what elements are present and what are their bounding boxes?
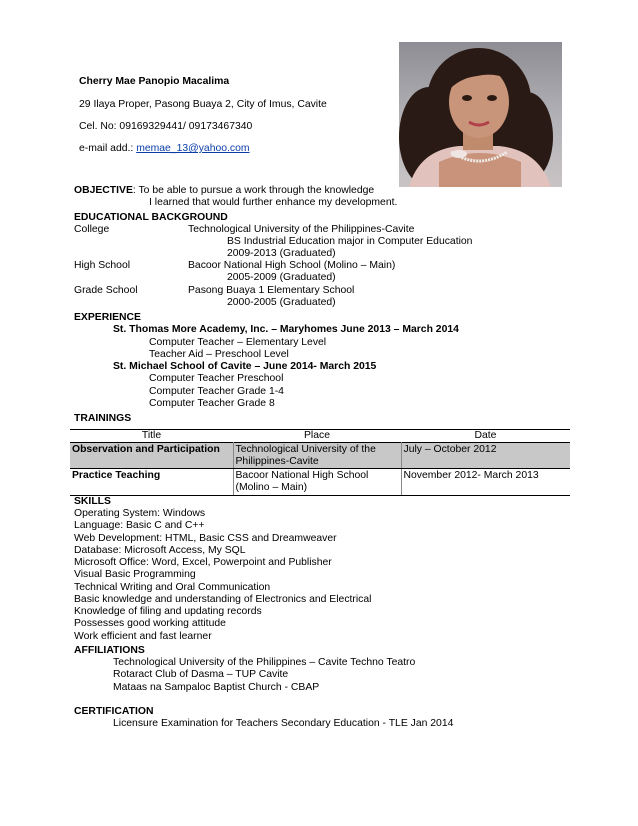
highschool-school: Bacoor National High School (Molino – Main) bbox=[188, 260, 396, 271]
email-link[interactable]: memae_13@yahoo.com bbox=[136, 143, 250, 154]
objective-text-2: I learned that would further enhance my development. bbox=[149, 197, 398, 208]
skill-item: Operating System: Windows bbox=[74, 508, 206, 519]
objective-label: OBJECTIVE bbox=[74, 185, 133, 196]
column-date: Date bbox=[401, 430, 570, 443]
skill-item: Microsoft Office: Word, Excel, Powerpoint and Publisher bbox=[74, 557, 332, 568]
gradeschool-school: Pasong Buaya 1 Elementary School bbox=[188, 285, 355, 296]
training-place bbox=[233, 443, 401, 469]
highschool-label: High School bbox=[74, 260, 131, 271]
place-line-1: Bacoor National High School bbox=[235, 470, 369, 481]
highschool-years: 2005-2009 (Graduated) bbox=[227, 272, 336, 283]
skill-item: Web Development: HTML, Basic CSS and Dreamweaver bbox=[74, 533, 337, 544]
job2-role-2: Computer Teacher Grade 1-4 bbox=[149, 386, 284, 397]
place-line-1: Technological University of the bbox=[235, 444, 376, 455]
portrait-image bbox=[399, 42, 562, 187]
job1-role-2: Teacher Aid – Preschool Level bbox=[149, 349, 289, 360]
affiliations-heading: AFFILIATIONS bbox=[74, 645, 145, 656]
column-place: Place bbox=[233, 430, 401, 443]
education-heading: EDUCATIONAL BACKGROUND bbox=[74, 212, 228, 223]
certification-heading: CERTIFICATION bbox=[74, 706, 154, 717]
training-title: Observation and Participation bbox=[70, 443, 233, 469]
experience-heading: EXPERIENCE bbox=[74, 312, 141, 323]
skill-item: Knowledge of filing and updating records bbox=[74, 606, 262, 617]
skill-item: Basic knowledge and understanding of Electronics and Electrical bbox=[74, 594, 372, 605]
college-label: College bbox=[74, 224, 110, 235]
trainings-header-row bbox=[70, 430, 570, 443]
skill-item: Possesses good working attitude bbox=[74, 618, 226, 629]
email-label: e-mail add.: bbox=[79, 143, 137, 154]
job1-role-1: Computer Teacher – Elementary Level bbox=[149, 337, 327, 348]
skill-item: Technical Writing and Oral Communication bbox=[74, 582, 271, 593]
column-title: Title bbox=[70, 430, 233, 443]
college-course: BS Industrial Education major in Computer Education bbox=[227, 236, 473, 247]
training-date: November 2012- March 2013 bbox=[401, 469, 570, 496]
certification-item: Licensure Examination for Teachers Secondary Education - TLE Jan 2014 bbox=[113, 718, 454, 729]
affiliation-item: Technological University of the Philippines – Cavite Techno Teatro bbox=[113, 657, 416, 668]
training-place bbox=[233, 469, 401, 496]
affiliation-item: Rotaract Club of Dasma – TUP Cavite bbox=[113, 669, 289, 680]
place-line-2: (Molino – Main) bbox=[235, 482, 308, 493]
place-line-2: Philippines-Cavite bbox=[235, 456, 319, 467]
objective-text-1: : To be able to pursue a work through the knowledge bbox=[132, 185, 375, 196]
training-title: Practice Teaching bbox=[70, 469, 233, 496]
table-row bbox=[70, 469, 570, 496]
gradeschool-years: 2000-2005 (Graduated) bbox=[227, 297, 336, 308]
college-school: Technological University of the Philippines-Cavite bbox=[188, 224, 415, 235]
job2-role-3: Computer Teacher Grade 8 bbox=[149, 398, 275, 409]
job2-title: St. Michael School of Cavite – June 2014- March 2015 bbox=[113, 361, 377, 372]
address: 29 Ilaya Proper, Pasong Buaya 2, City of Imus, Cavite bbox=[79, 99, 327, 110]
affiliation-item: Mataas na Sampaloc Baptist Church - CBAP bbox=[113, 682, 320, 693]
email-row bbox=[79, 143, 250, 155]
applicant-name: Cherry Mae Panopio Macalima bbox=[79, 76, 230, 87]
skill-item: Work efficient and fast learner bbox=[74, 631, 212, 642]
trainings-heading: TRAININGS bbox=[74, 413, 132, 424]
skills-heading: SKILLS bbox=[74, 496, 111, 507]
skill-item: Visual Basic Programming bbox=[74, 569, 196, 580]
training-date: July – October 2012 bbox=[401, 443, 570, 469]
college-years: 2009-2013 (Graduated) bbox=[227, 248, 336, 259]
trainings-table bbox=[70, 429, 570, 496]
table-row bbox=[70, 443, 570, 469]
cel-number: Cel. No: 09169329441/ 09173467340 bbox=[79, 121, 253, 132]
skill-item: Database: Microsoft Access, My SQL bbox=[74, 545, 246, 556]
profile-photo bbox=[399, 42, 562, 187]
job2-role-1: Computer Teacher Preschool bbox=[149, 373, 284, 384]
job1-title: St. Thomas More Academy, Inc. – Maryhomes June 2013 – March 2014 bbox=[113, 324, 459, 335]
skill-item: Language: Basic C and C++ bbox=[74, 520, 205, 531]
objective-line-1 bbox=[74, 185, 374, 197]
gradeschool-label: Grade School bbox=[74, 285, 138, 296]
